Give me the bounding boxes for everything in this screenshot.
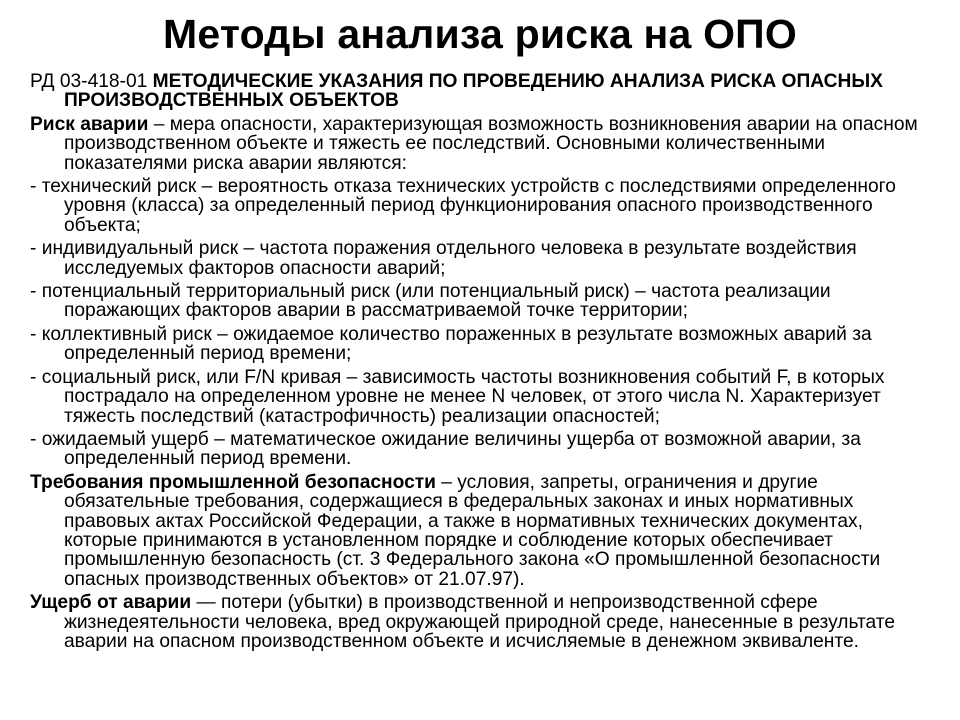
slide-body — [30, 72, 940, 655]
risk-accident-term: Риск аварии — [30, 113, 149, 135]
requirements-definition — [30, 473, 940, 589]
slide-title: Методы анализа риска на ОПО — [163, 11, 797, 57]
damage-term: Ущерб от аварии — [30, 592, 192, 614]
list-item-social-risk: - социальный риск, или F/N кривая – зависимость частоты возникновения событий F, в которых пострадало на определенном уровне не менее N человек, от этого числа N. Характеризует тяжесть последствий (катастрофичность) реализации опасностей; — [30, 366, 885, 427]
rd-title: МЕТОДИЧЕСКИЕ УКАЗАНИЯ ПО ПРОВЕДЕНИЮ АНАЛИЗА РИСКА ОПАСНЫХ ПРОИЗВОДСТВЕННЫХ ОБЪЕКТОВ — [64, 71, 883, 112]
rd-code: РД 03-418-01 — [30, 71, 153, 92]
risk-accident-text: – мера опасности, характеризующая возможность возникновения аварии на опасном производственном объекте и тяжесть ее последствий. Основными количественными показателями риска аварии являются: — [64, 113, 918, 174]
list-item-collective-risk: - коллективный риск – ожидаемое количество пораженных в результате возможных аварий за определенный период времени; — [30, 323, 872, 365]
requirements-text: – условия, запреты, ограничения и другие обязательные требования, содержащиеся в федеральных законах и иных нормативных правовых актах Российской Федерации, а также в нормативных технических документах, которые принимаются в установленном порядке и соблюдение которых обеспечивает промышленную безопасность (ст. 3 Федерального закона «О промышленной безопасности опасных производственных объектов» от 21.07.97). — [64, 471, 881, 590]
list-item-potential-risk: - потенциальный территориальный риск (или потенциальный риск) – частота реализации поражающих факторов аварии в рассматриваемой точке территории; — [30, 281, 831, 322]
damage-text: — потери (убытки) в производственной и непроизводственной сфере жизнедеятельности человека, вред окружающей природной среде, нанесенные в результате аварии на опасном производственном объекте и исчисляемые в денежном эквиваленте. — [64, 592, 896, 652]
rd-reference — [30, 72, 940, 111]
risk-accident-definition — [30, 115, 940, 173]
list-item-expected-damage: - ожидаемый ущерб – математическое ожидание величины ущерба от возможной аварии, за определенный период времени. — [30, 428, 861, 470]
list-item-individual-risk: - индивидуальный риск – частота поражения отдельного человека в результате воздействия исследуемых факторов опасности аварий; — [30, 238, 857, 279]
requirements-term: Требования промышленной безопасности — [30, 471, 436, 493]
list-item-technical-risk: - технический риск – вероятность отказа технических устройств с последствиями определенного уровня (класса) за определенный период функционирования опасного производственного объекта; — [30, 176, 896, 236]
damage-definition — [30, 593, 940, 651]
